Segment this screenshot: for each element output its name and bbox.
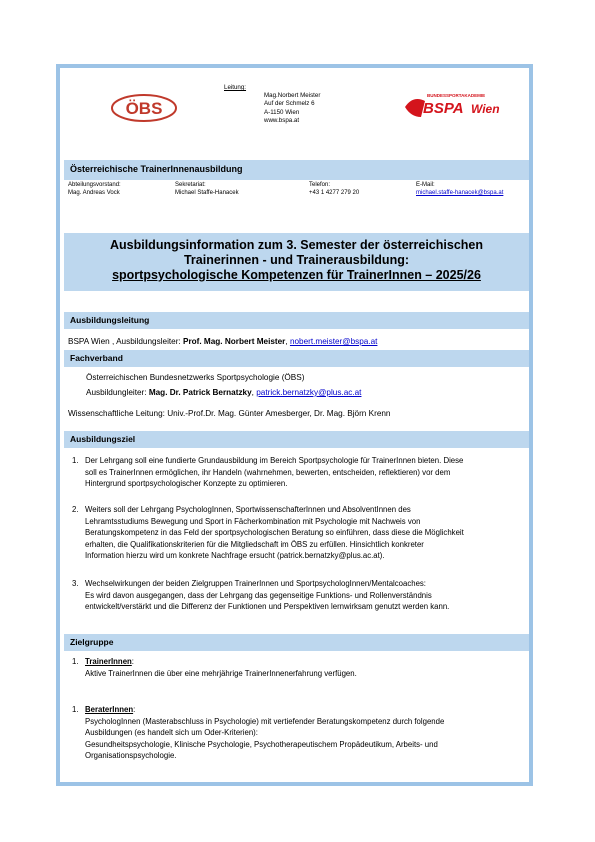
list-line: erhalten, die Qualifikationskriterien für die Mitgliedschaft im ÖBS zu erfüllen. Hinsichtlich konkreter [85,539,424,549]
contact-col-sekretariat [175,181,239,197]
section-heading-ausbildungsleitung: Ausbildungsleitung [64,312,529,329]
list-number: 3. [72,579,79,588]
list-title: BeraterInnen: [85,705,136,714]
fachverband-name: Mag. Dr. Patrick Bernatzky [148,388,252,397]
zielgruppe-title: BeraterInnen [85,705,134,714]
ziel-item-2 [72,504,522,562]
leitung-line: A-1150 Wien [264,108,300,116]
contact-value: +43 1 4277 279 20 [309,190,360,196]
list-line: Hintergrund sportpsychologischer Konzepte zu optimieren. [85,479,288,489]
section-heading-fachverband: Fachverband [64,350,529,367]
section-heading-zielgruppe: Zielgruppe [64,634,529,651]
list-line: Lehramtsstudiums Bewegung und Sport in Fächerkombination mit Psychologie mit Nachweis von [85,516,421,526]
ausbildungsleitung-name: Prof. Mag. Norbert Meister [183,337,286,346]
fachverband-email-link[interactable]: patrick.bernatzky@plus.ac.at [256,388,362,397]
list-title: TrainerInnen: [85,657,134,666]
list-line: Wechselwirkungen der beiden Zielgruppen TrainerInnen und SportpsychologInnen/Mentalcoaches: [85,579,426,588]
fachverband-line1: Österreichischen Bundesnetzwerks Sportpsychologie (ÖBS) [86,373,305,382]
list-line: Organisationspsychologie. [85,751,177,761]
fachverband-wiss: Wissenschaftliche Leitung: Univ.-Prof.Dr. Mag. Günter Amesberger, Dr. Mag. Björn Krenn [68,409,391,418]
list-number: 1. [72,705,79,714]
ziel-item-1 [72,455,522,490]
contact-col-email [416,181,503,197]
list-number: 1. [72,456,79,465]
leitung-line: www.bspa.at [264,116,300,124]
leitung-label: Leitung: [224,84,247,91]
list-line: Gesundheitspsychologie, Klinische Psychologie, Psychotherapeutischem Propädeutikum, Arbeits- und [85,739,438,749]
contact-label: E-Mail: [416,182,435,188]
ziel-item-3 [72,578,522,613]
list-line: Ausbildungen (es handelt sich um Oder-Kriterien): [85,728,258,738]
ausbildungsleitung-line [68,336,377,347]
ausbildungsleitung-email-link[interactable]: nobert.meister@bspa.at [289,337,378,346]
list-line: PsychologInnen (Masterabschluss in Psychologie) mit vertiefender Beratungskompetenz durch folgende [85,716,445,726]
bspa-logo-top: BUNDESSPORTAKADEMIE [427,93,486,98]
contact-label: Sekretariat: [175,182,206,188]
bspa-logo [403,87,523,127]
list-line: Der Lehrgang soll eine fundierte Grundausbildung im Bereich Sportpsychologie für TrainerInnen bieten. Diese [85,456,464,465]
contact-value: Michael Staffe-Hanacek [175,190,239,196]
bspa-logo-city: Wien [471,102,500,116]
list-line: Es wird davon ausgegangen, dass der Lehrgang das gegenseitige Funktions- und Rollenverständnis [85,590,432,600]
leitung-line: Auf der Schmelz 6 [264,100,315,108]
leitung-line: Mag.Norbert Meister [264,92,321,100]
contact-label: Abteilungsvorstand: [68,182,121,188]
zielgruppe-item-berater [72,704,522,762]
ausbildungsleitung-prefix: BSPA Wien , Ausbildungsleiter: [68,337,183,346]
contact-label: Telefon: [309,182,331,188]
zielgruppe-title: TrainerInnen [85,657,132,666]
contact-col-telefon [309,181,359,197]
main-title-line2: Trainerinnen - und Trainerausbildung: [183,253,410,267]
list-line: Weiters soll der Lehrgang PsychologInnen, SportwissenschafterInnen und AbsolventInnen des [85,505,411,514]
ausbildungsleitung-sep: , [285,337,290,346]
list-line: entwickelt/verstärkt und die Differenz der Funktionen und Perspektiven lernwirksam genutzt werden kann. [85,602,450,612]
oebs-logo [110,93,178,123]
contact-value: Mag. Andreas Vock [68,190,120,196]
list-number: 2. [72,505,79,514]
main-title-line1: Ausbildungsinformation zum 3. Semester der österreichischen [109,238,483,252]
contact-email-link[interactable]: michael.staffe-hanacek@bspa.at [416,190,504,196]
main-title [64,233,529,291]
list-number: 1. [72,657,79,666]
leitung-block [224,84,320,125]
list-line: soll es TrainerInnen ermöglichen, ihr Handeln (wahrnehmen, bewerten, entscheiden, reflektieren) vor dem [85,467,451,477]
contact-col-vorstand [68,181,121,197]
section-heading-ausbildungsziel: Ausbildungsziel [64,431,529,448]
fachverband-prefix: Ausbildungleiter: [86,388,149,397]
list-line: Aktive TrainerInnen die über eine mehrjährige TrainerInnenerfahrung verfügen. [85,668,357,678]
org-title-band: Österreichische TrainerInnenausbildung [64,160,529,180]
zielgruppe-item-trainer [72,656,522,679]
bspa-logo-main: BSPA [423,100,464,117]
main-title-line3: sportpsychologische Kompetenzen für TrainerInnen – 2025/26 [112,268,481,282]
fachverband-sep: , [251,388,257,397]
oebs-logo-text: ÖBS [125,99,163,118]
fachverband-line2 [86,387,361,398]
list-line: Beratungskompetenz in das Feld der sportpsychologischen Beratung so einführen, dass diese die Möglichkeit [85,528,464,538]
list-line: Information hierzu wird um konkrete Nachfrage ersucht (patrick.bernatzky@plus.ac.at). [85,551,385,561]
